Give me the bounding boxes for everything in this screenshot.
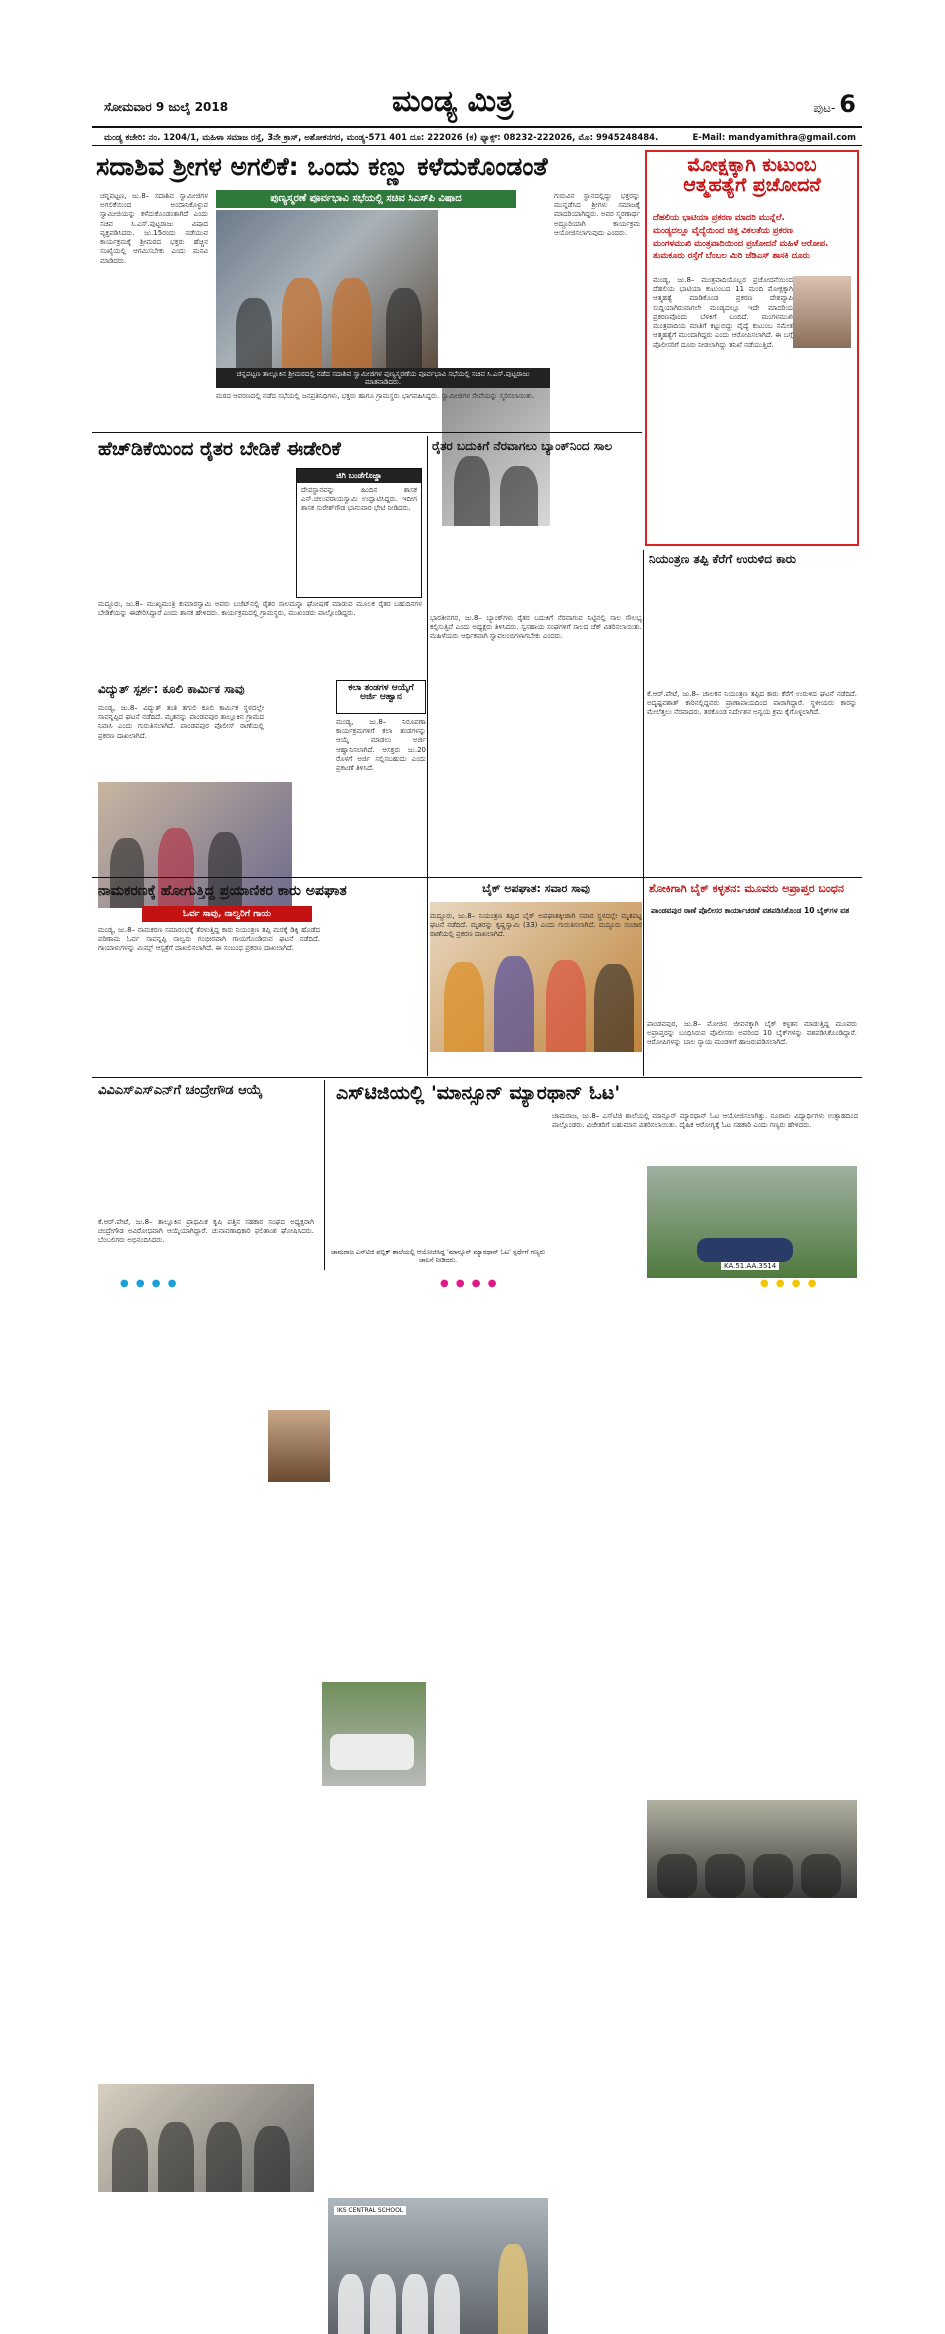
- story11-photo: [98, 2084, 314, 2192]
- story10-headline-box: [645, 880, 859, 902]
- school-banner: IKS CENTRAL SCHOOL: [334, 2206, 406, 2215]
- story4-headline: ರೈತರ ಬದುಕಿಗೆ ನೆರವಾಗಲು ಬ್ಯಾಂಕ್‌ನಿಂದ ಸಾಲ: [432, 439, 613, 453]
- story2-body: ಮಂಡ್ಯ, ಜು.8– ಮಂತ್ರವಾದಿಯೊಬ್ಬರ ಪ್ರಚೋದನೆಯಿಂದ ದೆಹಲಿಯ ಭಾಟಿಯಾ ಕುಟುಂಬದ 11 ಮಂದಿ ಮೋಕ್ಷಕ್ಕಾಗಿ ಆತ್ಮಹತ್ಯೆ ಮಾಡಿಕೊಂಡ ಪ್ರಕರಣ ದೇಶವ್ಯಾಪಿ ಸುದ್ದಿಯಾಗಿರುವಾಗಲೇ ಮಂಡ್ಯದಲ್ಲೂ ಇದೇ ಮಾದರಿಯ ಪ್ರಕರಣವೊಂದು ಬೆಳಕಿಗೆ ಬಂದಿದೆ. ಮಂಗಳಮುಖಿ ಮಂತ್ರವಾದಿಯ ಮಾತಿಗೆ ಕಟ್ಟುಬಿದ್ದು ವೈದ್ಯೆ ಕುಟುಂಬ ಸಮೇತ ಆತ್ಮಹತ್ಯೆಗೆ ಮುಂದಾಗಿದ್ದರು ಎಂದು ಆರೋಪಿಸಲಾಗಿದೆ. ಈ ಬಗ್ಗೆ ಪೊಲೀಸರಿಗೆ ದೂರು ನೀಡಲಾಗಿದ್ದು ತನಿಖೆ ನಡೆಯುತ್ತಿದೆ.: [653, 276, 793, 349]
- email-address: E-Mail: mandyamithra@gmail.com: [692, 133, 856, 143]
- story2-bullet-list: [647, 210, 857, 265]
- office-address: ಮಂಡ್ಯ ಕಚೇರಿ: ನಂ. 1204/1, ಮಹಿಳಾ ಸಮಾಜ ರಸ್ತೆ, 3ನೇ ಕ್ರಾಸ್, ಅಶೋಕನಗರ, ಮಂಡ್ಯ-571 401 ದೂ: 222026 (ಕ) ಫ್ಯಾಕ್ಸ್: 08232-222026, ಮೊ: 9945248484.: [104, 133, 659, 143]
- car-plate: KA.51.AA.3514: [721, 1262, 779, 1270]
- story7-headline-box: [336, 680, 426, 714]
- issue-date: ಸೋಮವಾರ 9 ಜುಲೈ 2018: [104, 100, 229, 114]
- story3-sidebox: [296, 468, 422, 598]
- story7-body: ಮಂಡ್ಯ, ಜು.8– ನಿರೂಪಣಾ ಕಾರ್ಯಕ್ರಮಗಳಿಗೆ ಕಲಾ ತಂಡಗಳನ್ನು ಆಯ್ಕೆ ಮಾಡಲು ಅರ್ಜಿ ಆಹ್ವಾನಿಸಲಾಗಿದೆ. ಆಸಕ್ತರು ಜು.20 ರೊಳಗೆ ಅರ್ಜಿ ಸಲ್ಲಿಸಬಹುದು ಎಂದು ಪ್ರಕಟಣೆ ತಿಳಿಸಿದೆ.: [336, 718, 426, 773]
- story2-bullet: ಮಂಗಳಮುಖಿ ಮಂತ್ರವಾದಿಯಿಂದ ಪ್ರಚೋದನೆ ಮಹಿಳೆ ಆರೋಪ.: [653, 238, 829, 249]
- story1-photo: [216, 210, 438, 368]
- story1-body-bottom: ಮಠದ ಆವರಣದಲ್ಲಿ ನಡೆದ ಸಭೆಯಲ್ಲಿ ಜನಪ್ರತಿನಿಧಿಗಳು, ಭಕ್ತರು ಹಾಗೂ ಗ್ರಾಮಸ್ಥರು ಭಾಗವಹಿಸಿದ್ದರು. ಸ್ವಾಮೀಜಿಗಳ ಸೇವೆಯನ್ನು ಸ್ಮರಿಸಲಾಯಿತು.: [216, 392, 535, 400]
- story12-headline: ಎಸ್‌ಟಿಜಿಯಲ್ಲಿ 'ಮಾನ್ಸೂನ್ ಮ್ಯಾರಥಾನ್ ಓಟ': [336, 1082, 621, 1104]
- story10-photo: [647, 1800, 857, 1898]
- story12-caption: ಚಾಮರಾಜ ಎಸ್‌ಟಿಜಿ ಪಬ್ಲಿಕ್ ಶಾಲೆಯಲ್ಲಿ ಆಯೋಜಿಸಿದ್ದ 'ಮಾನ್ಸೂನ್ ಮ್ಯಾರಥಾನ್ ಓಟ' ಸ್ಪರ್ಧೆಗೆ ಗಣ್ಯರು ಚಾಲನೆ ನೀಡಿದರು.: [330, 1248, 546, 1265]
- divider: [427, 436, 428, 1076]
- story2-bullet: ದೆಹಲಿಯ ಭಾಟಿಯಾ ಪ್ರಕರಣ ಮಾದರಿ ಮುನ್ನೆಲೆ.: [653, 213, 785, 223]
- story4-headline-box: [428, 436, 642, 460]
- story6-headline-box: [92, 680, 332, 702]
- story8-subhead: ಓರ್ವ ಸಾವು, ನಾಲ್ವರಿಗೆ ಗಾಯ: [142, 906, 312, 922]
- story12-headline-box: [328, 1080, 860, 1110]
- story3-headline: ಹೆಚ್‌ಡಿಕೆಯಿಂದ ರೈತರ ಬೇಡಿಕೆ ಈಡೇರಿಕೆ: [98, 438, 341, 460]
- story10-subhead: ಪಾಂಡವಪುರ ಠಾಣೆ ಪೊಲೀಸರ ಕಾರ್ಯಾಚರಣೆ ವಶಪಡಿಸಿಕೊಂಡ 10 ಬೈಕ್‌ಗಳ ವಶ: [651, 906, 850, 915]
- story7-headline: ಕಲಾ ತಂಡಗಳ ಆಯ್ಕೆಗೆ ಅರ್ಜಿ ಆಹ್ವಾನ: [348, 683, 414, 703]
- wrecked-car-shape: [330, 1734, 414, 1770]
- divider: [92, 432, 642, 433]
- story12-body: ಚಾಮರಾಜ, ಜು.8– ಎಸ್‌ಟಿಜಿ ಶಾಲೆಯಲ್ಲಿ ಮಾನ್ಸೂನ್ ಮ್ಯಾರಥಾನ್ ಓಟ ಆಯೋಜಿಸಲಾಗಿತ್ತು. ನೂರಾರು ವಿದ್ಯಾರ್ಥಿಗಳು ಉತ್ಸಾಹದಿಂದ ಪಾಲ್ಗೊಂಡರು. ವಿಜೇತರಿಗೆ ಬಹುಮಾನ ವಿತರಿಸಲಾಯಿತು. ದೈಹಿಕ ಆರೋಗ್ಯಕ್ಕೆ ಓಟ ಸಹಕಾರಿ ಎಂದು ಗಣ್ಯರು ಹೇಳಿದರು.: [552, 1112, 858, 1130]
- story10-body: ಪಾಂಡವಪುರ, ಜು.8– ಮೋಜಿನ ಜೀವನಕ್ಕಾಗಿ ಬೈಕ್ ಕಳ್ಳತನ ಮಾಡುತ್ತಿದ್ದ ಮೂವರು ಅಪ್ರಾಪ್ತರನ್ನು ಬಂಧಿಸಿರುವ ಪೊಲೀಸರು ಅವರಿಂದ 10 ಬೈಕ್‌ಗಳನ್ನು ವಶಪಡಿಸಿಕೊಂಡಿದ್ದಾರೆ. ಆರೋಪಿಗಳನ್ನು ಬಾಲ ನ್ಯಾಯ ಮಂಡಳಿಗೆ ಹಾಜರುಪಡಿಸಲಾಗಿದೆ.: [647, 1020, 857, 1047]
- story8-photo: [322, 1682, 426, 1786]
- story1-body-right: ಗುರುವಿನ ಸ್ಥಾನದಲ್ಲಿದ್ದು ಭಕ್ತರನ್ನು ಮುನ್ನಡೆಸಿದ ಶ್ರೀಗಳು ಸಮಾಜಕ್ಕೆ ಮಾದರಿಯಾಗಿದ್ದರು. ಅವರ ಸ್ಮರಣಾರ್ಥ ಅದ್ದೂರಿಯಾಗಿ ಕಾರ್ಯಕ್ರಮ ಆಯೋಜಿಸಲಾಗುವುದು ಎಂದರು.: [554, 192, 640, 237]
- story1-headline-box: [92, 150, 640, 190]
- story8-body: ಮಂಡ್ಯ, ಜು.8– ನಾಮಕರಣ ಸಮಾರಂಭಕ್ಕೆ ತೆರಳುತ್ತಿದ್ದ ಕಾರು ನಿಯಂತ್ರಣ ತಪ್ಪಿ ಮರಕ್ಕೆ ಡಿಕ್ಕಿ ಹೊಡೆದ ಪರಿಣಾಮ ಓರ್ವ ಸಾವನ್ನಪ್ಪಿ ನಾಲ್ವರು ಗಂಭೀರವಾಗಿ ಗಾಯಗೊಂಡಿರುವ ಘಟನೆ ನಡೆದಿದೆ. ಗಾಯಾಳುಗಳನ್ನು ಮಿಮ್ಸ್ ಆಸ್ಪತ್ರೆಗೆ ದಾಖಲಿಸಲಾಗಿದೆ. ಈ ಸಂಬಂಧ ಪ್ರಕರಣ ದಾಖಲಾಗಿದೆ.: [98, 926, 320, 953]
- story1-caption: ಚನ್ನಪಟ್ಟಣ ತಾಲ್ಲೂಕಿನ ಶ್ರೀಮಠದಲ್ಲಿ ನಡೆದ ಸದಾಶಿವ ಸ್ವಾಮೀಜಿಗಳ ಪುಣ್ಯಸ್ಮರಣೆಯ ಪೂರ್ವಭಾವಿ ಸಭೆಯಲ್ಲಿ ಸಚಿವ ಸಿ.ಎಸ್.ಪುಟ್ಟರಾಜು ಮಾತನಾಡಿದರು.: [216, 368, 550, 388]
- story10-headline: ಶೋಕಿಗಾಗಿ ಬೈಕ್ ಕಳ್ಳತನ: ಮೂವರು ಅಪ್ರಾಪ್ತರ ಬಂಧನ: [649, 882, 844, 895]
- story2-headline: ಮೋಕ್ಷಕ್ಕಾಗಿ ಕುಟುಂಬ ಆತ್ಮಹತ್ಯೆಗೆ ಪ್ರಚೋದನೆ: [683, 154, 821, 196]
- story11-body: ಕೆ.ಆರ್.ಪೇಟೆ, ಜು.8– ತಾಲ್ಲೂಕಿನ ಪ್ರಾಥಮಿಕ ಕೃಷಿ ಪತ್ತಿನ ಸಹಕಾರ ಸಂಘದ ಅಧ್ಯಕ್ಷರಾಗಿ ಚಂದ್ರೇಗೌಡ ಅವಿರೋಧವಾಗಿ ಆಯ್ಕೆಯಾಗಿದ್ದಾರೆ. ಚುನಾವಣಾಧಿಕಾರಿ ಫಲಿತಾಂಶ ಘೋಷಿಸಿದರು. ಬೆಂಬಲಿಗರು ಅಭಿನಂದಿಸಿದರು.: [98, 1218, 314, 1245]
- story1-subhead: ಪುಣ್ಯಸ್ಮರಣೆ ಪೂರ್ವಭಾವಿ ಸಭೆಯಲ್ಲಿ ಸಚಿವ ಸಿಎಸ್‌ಪಿ ವಿಷಾದ: [216, 190, 516, 208]
- story3-body: ಮದ್ದೂರು, ಜು.8– ಮುಖ್ಯಮಂತ್ರಿ ಕುಮಾರಸ್ವಾಮಿ ಅವರು ಬಜೆಟ್‌ನಲ್ಲಿ ರೈತರ ಸಾಲಮನ್ನಾ ಘೋಷಣೆ ಮಾಡುವ ಮೂಲಕ ರೈತರ ಬಹುದಿನಗಳ ಬೇಡಿಕೆಯನ್ನು ಈಡೇರಿಸಿದ್ದಾರೆ ಎಂದು ಶಾಸಕ ಹೇಳಿದರು. ಕಾರ್ಯಕ್ರಮದಲ್ಲಿ ಗ್ರಾಮಸ್ಥರು, ಮುಖಂಡರು ಪಾಲ್ಗೊಂಡಿದ್ದರು.: [98, 600, 422, 618]
- story9-body: ಮದ್ದೂರು, ಜು.8– ನಿಯಂತ್ರಣ ತಪ್ಪಿದ ಬೈಕ್ ಅಪಘಾತಕ್ಕೀಡಾಗಿ ಸವಾರ ಸ್ಥಳದಲ್ಲೇ ಮೃತಪಟ್ಟ ಘಟನೆ ನಡೆದಿದೆ. ಮೃತರನ್ನು ಕೃಷ್ಣಸ್ವಾಮಿ (33) ಎಂದು ಗುರುತಿಸಲಾಗಿದೆ. ಮದ್ದೂರು ಸಂಚಾರ ಠಾಣೆಯಲ್ಲಿ ಪ್ರಕರಣ ದಾಖಲಾಗಿದೆ.: [430, 912, 642, 939]
- story3-box-title: ಜಿಗಿ ಬಂಡೆಗೊಜ್ಡಾ: [297, 469, 421, 483]
- story9-headline: ಬೈಕ್ ಅಪಘಾತ: ಸವಾರ ಸಾವು: [482, 882, 590, 895]
- story11-headline: ವಿವಿಎಸ್‌ಎಸ್‌ಎನ್‌ಗೆ ಚಂದ್ರೇಗೌಡ ಆಯ್ಕೆ: [98, 1083, 263, 1098]
- newspaper-logo: ಮಂಡ್ಯ ಮಿತ್ರ: [392, 84, 514, 119]
- divider: [643, 550, 644, 1076]
- story8-headline: ನಾಮಕರಣಕ್ಕೆ ಹೋಗುತ್ತಿದ್ದ ಪ್ರಯಾಣಿಕರ ಕಾರು ಅಪಘಾತ: [98, 883, 347, 899]
- story5-body: ಕೆ.ಆರ್.ಪೇಟೆ, ಜು.8– ಚಾಲಕನ ನಿಯಂತ್ರಣ ತಪ್ಪಿದ ಕಾರು ಕೆರೆಗೆ ಉರುಳಿದ ಘಟನೆ ನಡೆದಿದೆ. ಅದೃಷ್ಟವಶಾತ್ ಕಾರಿನಲ್ಲಿದ್ದವರು ಪ್ರಾಣಾಪಾಯದಿಂದ ಪಾರಾಗಿದ್ದಾರೆ. ಸ್ಥಳೀಯರು ಕಾರನ್ನು ಮೇಲೆತ್ತಲು ನೆರವಾದರು. ತರಕೊಂಡ ನಿರ್ದೇಶನ ಅನ್ವಯ ಕ್ರಮ ಕೈಗೊಳ್ಳಲಾಗಿದೆ.: [647, 690, 857, 717]
- address-bar: [92, 130, 862, 146]
- divider: [92, 877, 862, 878]
- registration-mark: ● ● ● ●: [440, 1278, 499, 1289]
- story5-headline: ನಿಯಂತ್ರಣ ತಪ್ಪಿ ಕೆರೆಗೆ ಉರುಳಿದ ಕಾರು: [649, 552, 796, 566]
- story12-photo: [328, 2198, 548, 2334]
- story9-headline-box: [430, 880, 642, 910]
- story3-headline-box: [92, 436, 422, 466]
- masthead: [92, 80, 862, 128]
- registration-mark: ● ● ● ●: [760, 1278, 819, 1289]
- page-label: ಪುಟ-: [813, 101, 836, 115]
- divider: [324, 1080, 325, 1270]
- page-indicator: [813, 90, 856, 118]
- story1-body-left: ಚನ್ನಪಟ್ಟಣ, ಜು.8– ಸದಾಶಿವ ಸ್ವಾಮೀಜಿಗಳ ಅಗಲಿಕೆಯಿಂದ ಅಂದಾನಿಕೊಳ್ಳುವ ಸ್ವಾಮೀಜಿಯನ್ನು ಕಳೆದುಕೊಂಡಂತಾಗಿದೆ ಎಂದು ಸಚಿವ ಸಿ.ಎಸ್.ಪುಟ್ಟರಾಜು ವಿಷಾದ ವ್ಯಕ್ತಪಡಿಸಿದರು. ಜು.15ರಂದು ನಡೆಯುವ ಕಾರ್ಯಕ್ರಮಕ್ಕೆ ಶ್ರೀಮಠದ ಭಕ್ತರು ಹೆಚ್ಚಿನ ಸಂಖ್ಯೆಯಲ್ಲಿ ಆಗಮಿಸಬೇಕು ಎಂದು ಮನವಿ ಮಾಡಿದರು.: [100, 192, 208, 265]
- story6-body: ಮಂಡ್ಯ, ಜು.8– ವಿದ್ಯುತ್ ತಂತಿ ತಗುಲಿ ಕೂಲಿ ಕಾರ್ಮಿಕ ಸ್ಥಳದಲ್ಲೇ ಸಾವನ್ನಪ್ಪಿದ ಘಟನೆ ನಡೆದಿದೆ. ಮೃತನನ್ನು ಪಾಂಡವಪುರ ತಾಲ್ಲೂಕಿನ ಗ್ರಾಮದ ನಿವಾಸಿ ಎಂದು ಗುರುತಿಸಲಾಗಿದೆ. ಪಾಂಡವಪುರ ಪೊಲೀಸ್ ಠಾಣೆಯಲ್ಲಿ ಪ್ರಕರಣ ದಾಖಲಾಗಿದೆ.: [98, 704, 264, 740]
- page-number: 6: [839, 90, 856, 118]
- story2-portrait: [793, 276, 851, 348]
- story2-bullet: ತುಮಕೂರು ರಸ್ತೆಗೆ ಬೆಂಬಲ ಮಿರಿ ಜೆಡಿಎಸ್ ಶಾಸಕಿ ದೂರು: [653, 251, 810, 262]
- story2-bullet: ಮಂಡ್ಯದಲ್ಲೂ ವೈದ್ಯೆಯಿಂದ ಚಿತ್ತ ವಿಕಲತೆಯ ಪ್ರಕರಣ: [653, 225, 793, 236]
- newspaper-page: [92, 80, 862, 2214]
- registration-mark: ● ● ● ●: [120, 1278, 179, 1289]
- story3-box-text: ದೇವಸ್ಥಾನವನ್ನು ಹಿಂದಿನ ಶಾಸಕ ಎನ್.ಚಲುವರಾಯಸ್ವಾಮಿ ಉದ್ಘಾಟಿಸಿದ್ದರು. ಇದೀಗ ಶಾಸಕ ಸುರೇಶ್‌ಗೌಡ ಭಾನುವಾರ ಭೇಟಿ ನೀಡಿದರು.: [301, 486, 417, 513]
- story11-headline-box: [92, 1080, 322, 1104]
- story4-body: ಭಾರತೀನಗರ, ಜು.8– ಬ್ಯಾಂಕ್‌ಗಳು ರೈತರ ಬದುಕಿಗೆ ನೆರವಾಗುವ ನಿಟ್ಟಿನಲ್ಲಿ ಸಾಲ ಸೌಲಭ್ಯ ಕಲ್ಪಿಸುತ್ತಿವೆ ಎಂದು ಅಧ್ಯಕ್ಷರು ತಿಳಿಸಿದರು. ಸ್ವಸಹಾಯ ಸಂಘಗಳಿಗೆ ಸಾಲದ ಚೆಕ್‌ ವಿತರಿಸಲಾಯಿತು. ಮಹಿಳೆಯರು ಆರ್ಥಿಕವಾಗಿ ಸ್ವಾವಲಂಬಿಗಳಾಗಬೇಕು ಎಂದರು.: [430, 614, 642, 641]
- story6-headline: ವಿದ್ಯುತ್ ಸ್ಪರ್ಶ: ಕೂಲಿ ಕಾರ್ಮಿಕ ಸಾವು: [98, 682, 245, 696]
- divider: [92, 1077, 862, 1078]
- story5-headline-box: [645, 550, 859, 572]
- story8-headline-box: [92, 880, 422, 904]
- story1-headline: ಸದಾಶಿವ ಶ್ರೀಗಳ ಅಗಲಿಕೆ: ಒಂದು ಕಣ್ಣು ಕಳೆದುಕೊಂಡಂತೆ: [96, 152, 548, 181]
- story6-portrait: [268, 1410, 330, 1482]
- story2-box: [645, 150, 859, 546]
